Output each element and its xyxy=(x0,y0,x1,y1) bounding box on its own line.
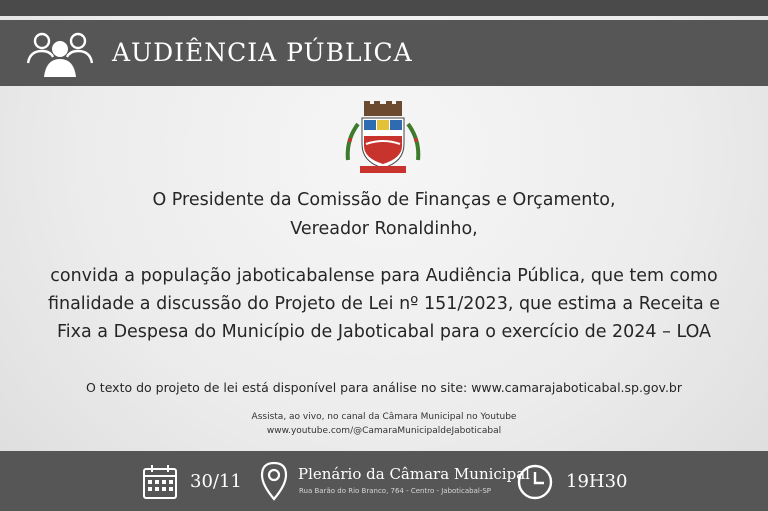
event-date: 30/11 xyxy=(190,471,242,492)
page-title: AUDIÊNCIA PÚBLICA xyxy=(112,38,413,67)
header-bar xyxy=(0,20,768,86)
site-note: O texto do projeto de lei está disponível para análise no site: www.camarajaboticabal.sp.gov.br xyxy=(85,380,682,395)
municipal-coat-of-arms xyxy=(340,100,426,180)
people-group-icon xyxy=(26,29,94,79)
location-pin-icon xyxy=(260,461,288,501)
invitation-line-3: Fixa a Despesa do Município de Jaboticabal para o exercício de 2024 – LOA xyxy=(56,322,712,342)
invitation-text xyxy=(0,262,768,346)
presenter-text xyxy=(0,186,768,244)
live-note xyxy=(0,410,768,438)
live-note-line-1: Assista, ao vivo, no canal da Câmara Municipal no Youtube xyxy=(251,412,517,422)
event-venue: Plenário da Câmara Municipal xyxy=(298,465,530,483)
presenter-line-1: O Presidente da Comissão de Finanças e Orçamento, xyxy=(152,190,616,210)
presenter-line-2: Vereador Ronaldinho, xyxy=(290,219,478,239)
live-note-line-2: www.youtube.com/@CamaraMunicipaldeJaboticabal xyxy=(266,426,502,436)
footer-bar xyxy=(0,451,768,511)
event-time: 19H30 xyxy=(566,471,628,492)
invitation-line-1: convida a população jaboticabalense para Audiência Pública, que tem como xyxy=(50,266,718,286)
invitation-line-2: finalidade a discussão do Projeto de Lei nº 151/2023, que estima a Receita e xyxy=(47,294,721,314)
calendar-icon xyxy=(142,464,178,500)
clock-icon xyxy=(516,463,554,501)
top-strip xyxy=(0,0,768,16)
event-address: Rua Barão do Rio Branco, 764 - Centro - Jaboticabal-SP xyxy=(299,487,491,495)
